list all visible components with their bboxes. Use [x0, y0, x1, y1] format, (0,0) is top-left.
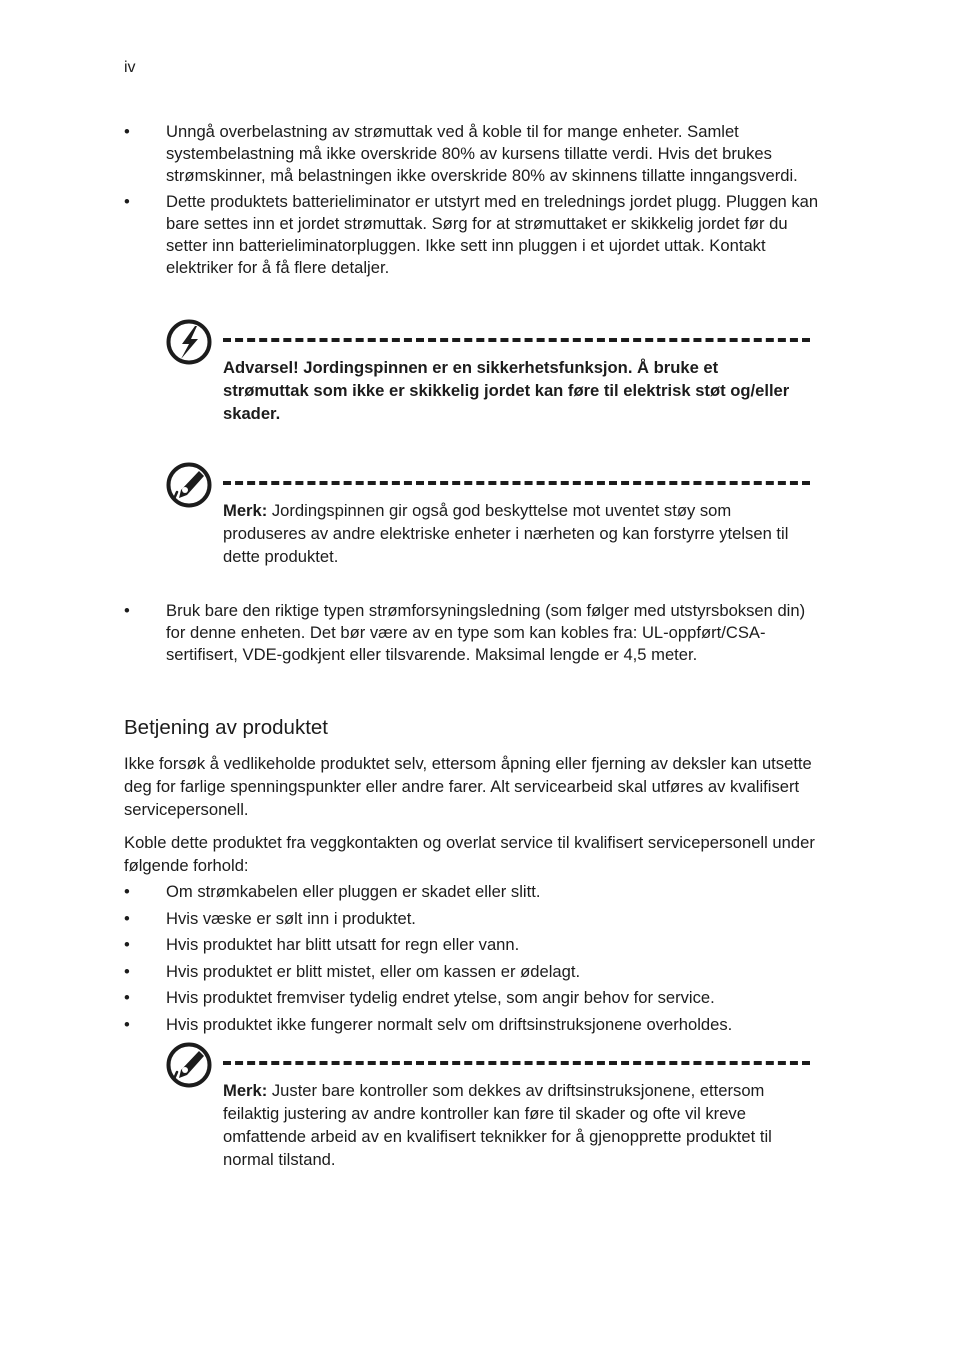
bullet-icon: •: [124, 988, 130, 1007]
bullet-icon: •: [124, 961, 130, 981]
list-item-text: Hvis produktet fremviser tydelig endret ytelse, som angir behov for service.: [166, 988, 715, 1007]
list-item-text: Bruk bare den riktige typen strømforsyningsledning (som følger med utstyrsboksen din) for denne enheten. Det bør være av en type som kan kobles fra: UL-oppført/CSA-sertifisert, VDE-godkjent eller tilsvarende. Maksimal lengde er 4,5 meter.: [166, 601, 806, 665]
note-label: Merk:: [223, 501, 268, 520]
warning-note: [165, 318, 810, 428]
power-cord-bullet-list: [124, 600, 824, 667]
note-box: [165, 461, 810, 581]
body-paragraph: Ikke forsøk å vedlikeholde produktet selv, ettersom åpning eller fjerning av deksler kan utsette deg for farlige spenningspunkter eller andre farer. Alt servicearbeid skal utføres av kvalifisert servicepersonell.: [124, 754, 812, 819]
list-item-text: Hvis produktet er blitt mistet, eller om kassen er ødelagt.: [166, 961, 581, 981]
list-item-text: Unngå overbelastning av strømuttak ved å koble til for mange enheter. Samlet systembelastning må ikke overskride 80% av kursens tillatte verdi. Hvis det brukes strømskinner, må belastningen ikke overskride 80% av skinnens tillatte inngangsverdi.: [166, 122, 798, 186]
list-item: [124, 987, 824, 1009]
service-conditions-list: [124, 881, 824, 1040]
list-item: [124, 121, 824, 188]
dashed-divider: [223, 1061, 810, 1065]
bullet-icon: •: [124, 1014, 130, 1034]
list-item: [124, 191, 824, 280]
note-text: [223, 499, 793, 568]
note-pen-icon: [165, 1041, 213, 1089]
note-box: [165, 1041, 810, 1181]
warning-text: Advarsel! Jordingspinnen er en sikkerhetsfunksjon. Å bruke et strømuttak som ikke er skikkelig jordet kan føre til elektrisk støt og/eller skader.: [223, 358, 790, 423]
list-item: [124, 934, 824, 956]
list-item: [124, 600, 824, 667]
list-item-text: Hvis væske er sølt inn i produktet.: [166, 908, 416, 928]
list-item: [124, 881, 824, 903]
bullet-icon: •: [124, 882, 130, 901]
bullet-icon: •: [124, 122, 130, 141]
list-item: [124, 961, 824, 983]
note-label: Merk:: [223, 1081, 268, 1100]
page-number: iv: [124, 59, 136, 76]
list-item: [124, 908, 824, 930]
bullet-icon: •: [124, 601, 130, 620]
note-pen-icon: [165, 461, 213, 509]
note-body: Juster bare kontroller som dekkes av driftsinstruksjonene, ettersom feilaktig justering av andre kontroller kan føre til skader og ofte vil kreve omfattende arbeid av en kvalifisert teknikker for å gjenopprette produktet til normal tilstand.: [223, 1081, 772, 1169]
dashed-divider: [223, 338, 810, 342]
dashed-divider: [223, 481, 810, 485]
bullet-icon: •: [124, 935, 130, 954]
list-item: [124, 1014, 824, 1036]
list-item-text: Hvis produktet ikke fungerer normalt selv om driftsinstruksjonene overholdes.: [166, 1014, 733, 1034]
section-heading: Betjening av produktet: [124, 716, 328, 739]
lightning-warning-icon: [165, 318, 213, 366]
bullet-icon: •: [124, 908, 130, 928]
note-text: [223, 1079, 793, 1171]
body-paragraph: Koble dette produktet fra veggkontakten og overlat service til kvalifisert servicepersonell under følgende forhold:: [124, 833, 815, 875]
list-item-text: Hvis produktet har blitt utsatt for regn eller vann.: [166, 935, 520, 954]
safety-bullet-list: [124, 121, 824, 279]
bullet-icon: •: [124, 191, 130, 211]
list-item-text: Dette produktets batterieliminator er utstyrt med en trelednings jordet plugg. Pluggen kan bare settes inn et jordet strømuttak. Sørg for at strømuttaket er skikkelig jordet før du setter inn batterieliminatorpluggen. Ikke sett inn pluggen i et ujordet uttak. Kontakt elektriker for å få flere detaljer.: [166, 191, 819, 278]
note-body: Jordingspinnen gir også god beskyttelse mot uventet støy som produseres av andre elektriske enheter i nærheten og kan forstyrre ytelsen til dette produktet.: [223, 501, 789, 566]
list-item-text: Om strømkabelen eller pluggen er skadet eller slitt.: [166, 882, 541, 901]
